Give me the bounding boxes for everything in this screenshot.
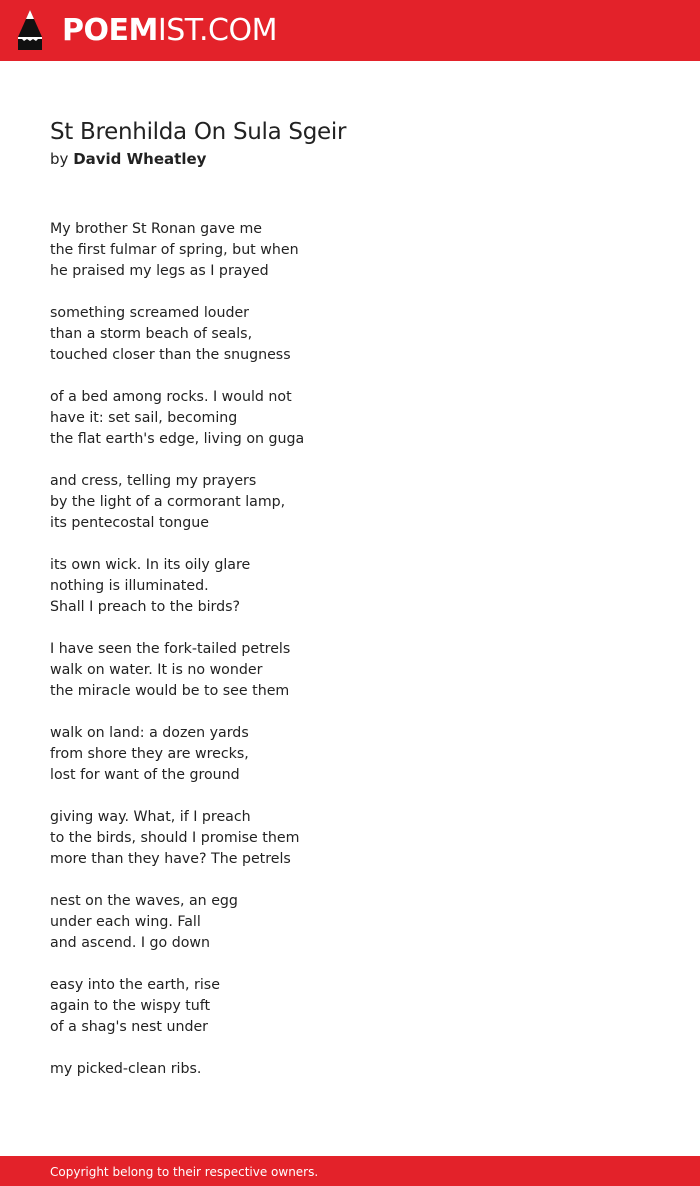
stanza <box>50 471 650 534</box>
poem-line: nest on the waves, an egg <box>50 893 238 909</box>
poem-title: St Brenhilda On Sula Sgeir <box>50 119 347 145</box>
poem-line: touched closer than the snugness <box>50 347 291 363</box>
poem-line: my picked-clean ribs. <box>50 1061 202 1077</box>
logo-light-text: IST.COM <box>157 13 277 48</box>
poem-line: and cress, telling my prayers <box>50 473 257 489</box>
poem-line: lost for want of the ground <box>50 767 240 783</box>
stanza <box>50 723 650 786</box>
poem-line: the first fulmar of spring, but when <box>50 242 299 258</box>
author-name[interactable]: David Wheatley <box>73 150 207 168</box>
poem-line: My brother St Ronan gave me <box>50 221 263 237</box>
poem-line: Shall I preach to the birds? <box>50 599 241 615</box>
byline <box>50 149 206 169</box>
stanza <box>50 975 650 1038</box>
stanza <box>50 387 650 450</box>
site-logo[interactable] <box>62 11 277 51</box>
poem-line: the miracle would be to see them <box>50 683 290 699</box>
poem-line: its own wick. In its oily glare <box>50 557 251 573</box>
poem-line: giving way. What, if I preach <box>50 809 251 825</box>
by-label: by <box>50 150 69 168</box>
poem-line: of a shag's nest under <box>50 1019 209 1035</box>
stanza <box>50 1059 650 1080</box>
poem-line: from shore they are wrecks, <box>50 746 249 762</box>
poem-line: the flat earth's edge, living on guga <box>50 431 305 447</box>
pencil-tip-icon[interactable] <box>17 9 43 51</box>
poem-line: its pentecostal tongue <box>50 515 209 531</box>
poem-line: and ascend. I go down <box>50 935 211 951</box>
poem-line: by the light of a cormorant lamp, <box>50 494 286 510</box>
logo-bold-text: POEM <box>62 13 158 48</box>
poem-line: walk on water. It is no wonder <box>50 662 263 678</box>
poem-line: more than they have? The petrels <box>50 851 291 867</box>
site-footer <box>0 1156 700 1186</box>
stanza <box>50 219 650 282</box>
stanza <box>50 639 650 702</box>
poem-line: something screamed louder <box>50 305 250 321</box>
stanza <box>50 555 650 618</box>
poem-line: he praised my legs as I prayed <box>50 263 269 279</box>
poem-line: nothing is illuminated. <box>50 578 209 594</box>
stanza <box>50 807 650 870</box>
poem-body <box>50 219 650 1101</box>
poem-line: I have seen the fork-tailed petrels <box>50 641 291 657</box>
poem-line: easy into the earth, rise <box>50 977 220 993</box>
stanza <box>50 303 650 366</box>
poem-line: to the birds, should I promise them <box>50 830 300 846</box>
poem-line: than a storm beach of seals, <box>50 326 253 342</box>
copyright-text: Copyright belong to their respective owners. <box>50 1165 319 1179</box>
poem-line: again to the wispy tuft <box>50 998 211 1014</box>
poem-line: have it: set sail, becoming <box>50 410 238 426</box>
poem-line: of a bed among rocks. I would not <box>50 389 292 405</box>
poem-line: walk on land: a dozen yards <box>50 725 249 741</box>
site-header <box>0 0 700 61</box>
poem-line: under each wing. Fall <box>50 914 201 930</box>
stanza <box>50 891 650 954</box>
